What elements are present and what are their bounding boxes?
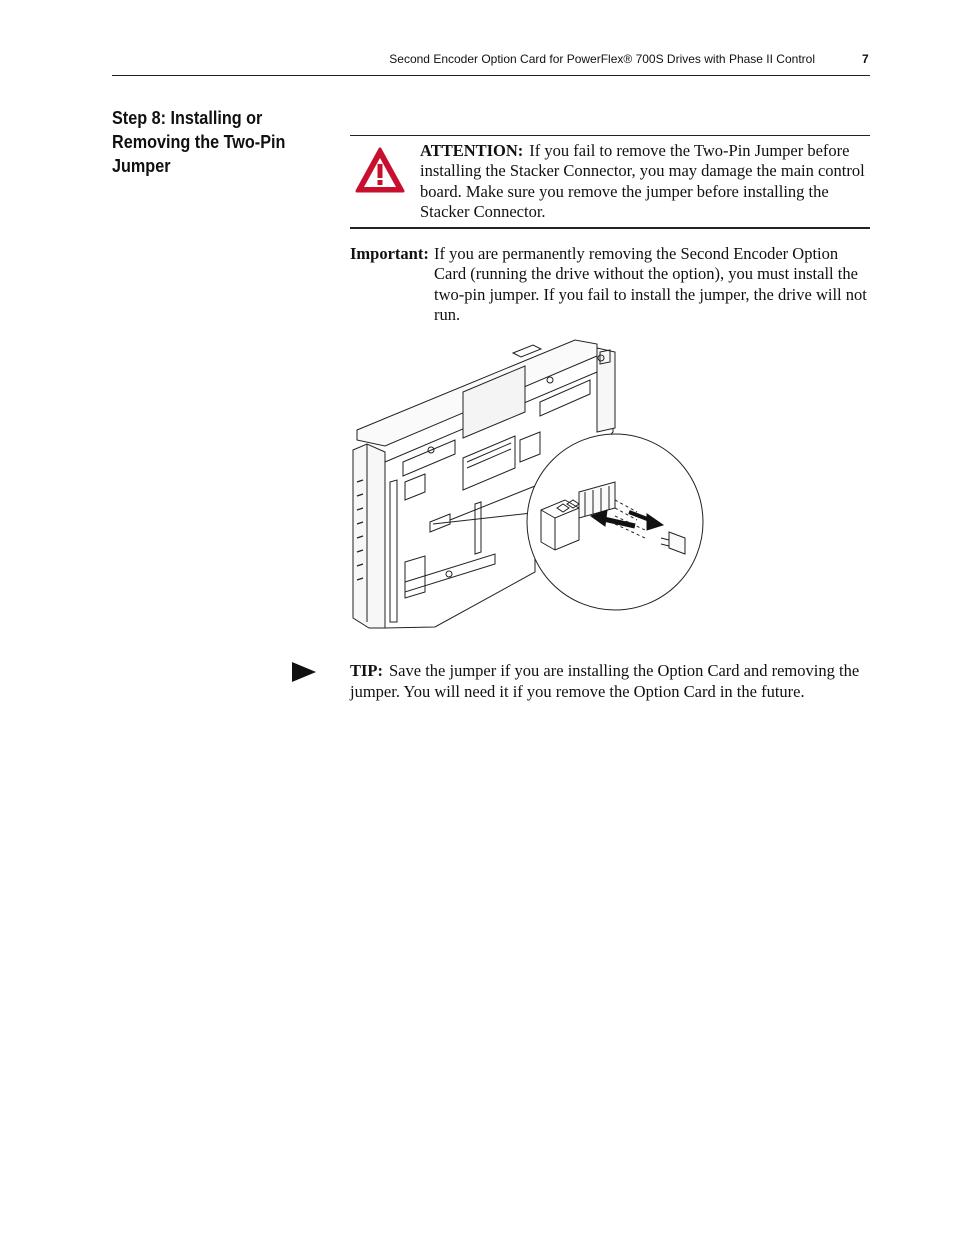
important-text: If you are permanently removing the Second Encoder Option Card (running the drive without the option), you must install the two-pin jumper. If you fail to install the jumper, the drive will not run. (434, 244, 867, 324)
section-heading: Step 8: Installing or Removing the Two-Pin Jumper (112, 108, 286, 176)
header-rule (112, 75, 870, 76)
tip-label: TIP: (350, 661, 383, 680)
tip-body: Save the jumper if you are installing the Option Card and removing the jumper. You will need it if you remove the Option Card in the future. (350, 661, 860, 701)
page-number: 7 (862, 52, 869, 66)
important-label: Important: (350, 244, 429, 263)
attention-body: If you fail to remove the Two-Pin Jumper before installing the Stacker Connector, you may damage the main control board. Make sure you remove the jumper before installing the Stacker Connector. (420, 141, 865, 221)
warning-triangle-icon (354, 146, 406, 194)
attention-text (420, 141, 868, 222)
drive-jumper-illustration (345, 332, 710, 632)
tip-arrow-icon (292, 660, 316, 684)
running-header-title: Second Encoder Option Card for PowerFlex® 700S Drives with Phase II Control (389, 52, 815, 66)
tip-text (350, 660, 870, 702)
attention-box (350, 135, 870, 229)
attention-label: ATTENTION: (420, 141, 524, 160)
